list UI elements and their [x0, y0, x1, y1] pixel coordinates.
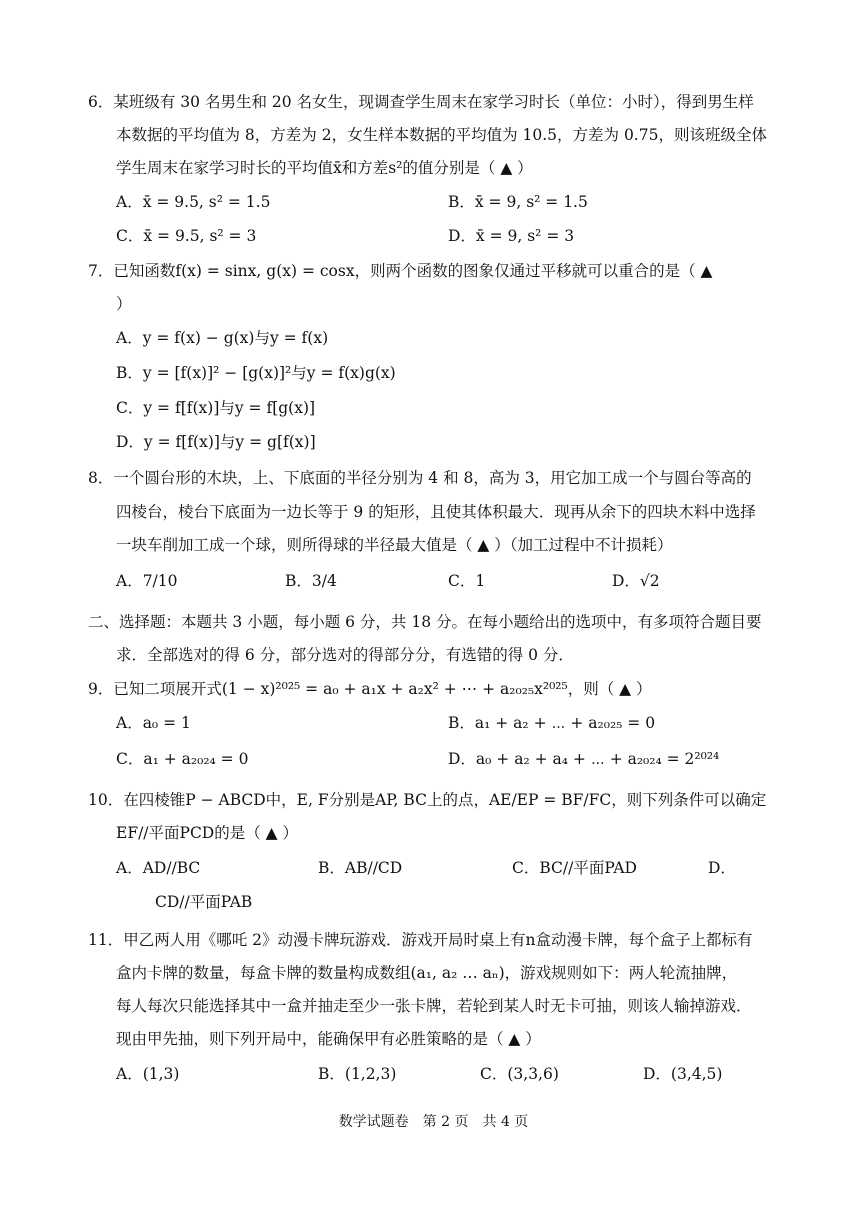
q8-line-1: 8．一个圆台形的木块，上、下底面的半径分别为 4 和 8，高为 3，用它加工成一个与圆台等高的 — [88, 469, 752, 487]
q10-option-d-label: D． — [708, 859, 736, 877]
q9-option-c: C．a₁ + a₂₀₂₄ = 0 — [116, 750, 249, 768]
q8-line-3: 一块车削加工成一个球，则所得球的半径最大值是（ ▲ ）（加工过程中不计损耗） — [116, 536, 673, 554]
q7-line-1: 7．已知函数f(x) = sinx, g(x) = cosx，则两个函数的图象仅通过平移就可以重合的是（ ▲ — [88, 262, 713, 280]
q8-option-a: A．7/10 — [116, 572, 178, 590]
section-2-line-1: 二、选择题：本题共 3 小题，每小题 6 分，共 18 分。在每小题给出的选项中，有多项符合题目要 — [88, 613, 762, 631]
q10-option-d: CD//平面PAB — [155, 893, 253, 911]
q6-line-2: 本数据的平均值为 8，方差为 2，女生样本数据的平均值为 10.5，方差为 0.75，则该班级全体 — [116, 126, 767, 144]
q11-option-c: C．(3,3,6) — [480, 1065, 559, 1083]
section-2-line-2: 求．全部选对的得 6 分，部分选对的得部分分，有选错的得 0 分． — [116, 646, 574, 664]
q10-option-a: A．AD//BC — [116, 859, 201, 877]
q11-line-2: 盒内卡牌的数量，每盒卡牌的数量构成数组(a₁, a₂ … aₙ)，游戏规则如下：两人轮流抽牌， — [116, 964, 738, 982]
q11-line-1: 11．甲乙两人用《哪吒 2》动漫卡牌玩游戏．游戏开局时桌上有n盒动漫卡牌，每个盒子上都标有 — [88, 931, 753, 949]
q6-option-b: B．x̄ = 9, s² = 1.5 — [448, 193, 588, 211]
q8-option-c: C．1 — [448, 572, 486, 590]
q10-option-c: C．BC//平面PAD — [512, 859, 637, 877]
q11-option-b: B．(1,2,3) — [318, 1065, 397, 1083]
q8-line-2: 四棱台，棱台下底面为一边长等于 9 的矩形，且使其体积最大．现再从余下的四块木料中选择 — [116, 503, 756, 521]
q10-line-1: 10．在四棱锥P − ABCD中，E, F分别是AP, BC上的点，AE/EP = BF/FC，则下列条件可以确定 — [88, 791, 767, 809]
q6-line-3: 学生周末在家学习时长的平均值x̄和方差s²的值分别是（ ▲ ） — [116, 159, 533, 177]
q11-option-a: A．(1,3) — [116, 1065, 180, 1083]
q7-option-c: C．y = f[f(x)]与y = f[g(x)] — [116, 399, 316, 417]
q6-option-c: C．x̄ = 9.5, s² = 3 — [116, 227, 257, 245]
q8-option-b: B．3/4 — [285, 572, 337, 590]
page-footer: 数学试题卷 第 2 页 共 4 页 — [338, 1114, 529, 1130]
q7-line-2: ） — [116, 295, 132, 313]
q10-option-b: B．AB//CD — [318, 859, 403, 877]
q9-option-a: A．a₀ = 1 — [116, 714, 191, 732]
q6-option-a: A．x̄ = 9.5, s² = 1.5 — [116, 193, 271, 211]
q9-option-b: B．a₁ + a₂ + ⋯ + a₂₀₂₅ = 0 — [448, 714, 656, 732]
q9-option-d: D．a₀ + a₂ + a₄ + ⋯ + a₂₀₂₄ = 2²⁰²⁴ — [448, 750, 720, 768]
q6-option-d: D．x̄ = 9, s² = 3 — [448, 227, 575, 245]
q9-line-1: 9．已知二项展开式(1 − x)²⁰²⁵ = a₀ + a₁x + a₂x² + ⋯ + a₂₀₂₅x²⁰²⁵，则（ ▲ ） — [88, 680, 652, 698]
q7-option-d: D．y = f[f(x)]与y = g[f(x)] — [116, 433, 316, 451]
q11-line-4: 现由甲先抽，则下列开局中，能确保甲有必胜策略的是（ ▲ ） — [116, 1030, 541, 1048]
q8-option-d: D．√2 — [612, 572, 660, 590]
q11-line-3: 每人每次只能选择其中一盒并抽走至少一张卡牌，若轮到某人时无卡可抽，则该人输掉游戏． — [116, 997, 752, 1015]
q10-line-2: EF//平面PCD的是（ ▲ ） — [116, 824, 299, 842]
q11-option-d: D．(3,4,5) — [643, 1065, 723, 1083]
q6-line-1: 6．某班级有 30 名男生和 20 名女生，现调查学生周末在家学习时长（单位：小时），得到男生样 — [88, 93, 754, 111]
q7-option-a: A．y = f(x) − g(x)与y = f(x) — [116, 329, 329, 347]
q7-option-b: B．y = [f(x)]² − [g(x)]²与y = f(x)g(x) — [116, 364, 396, 382]
